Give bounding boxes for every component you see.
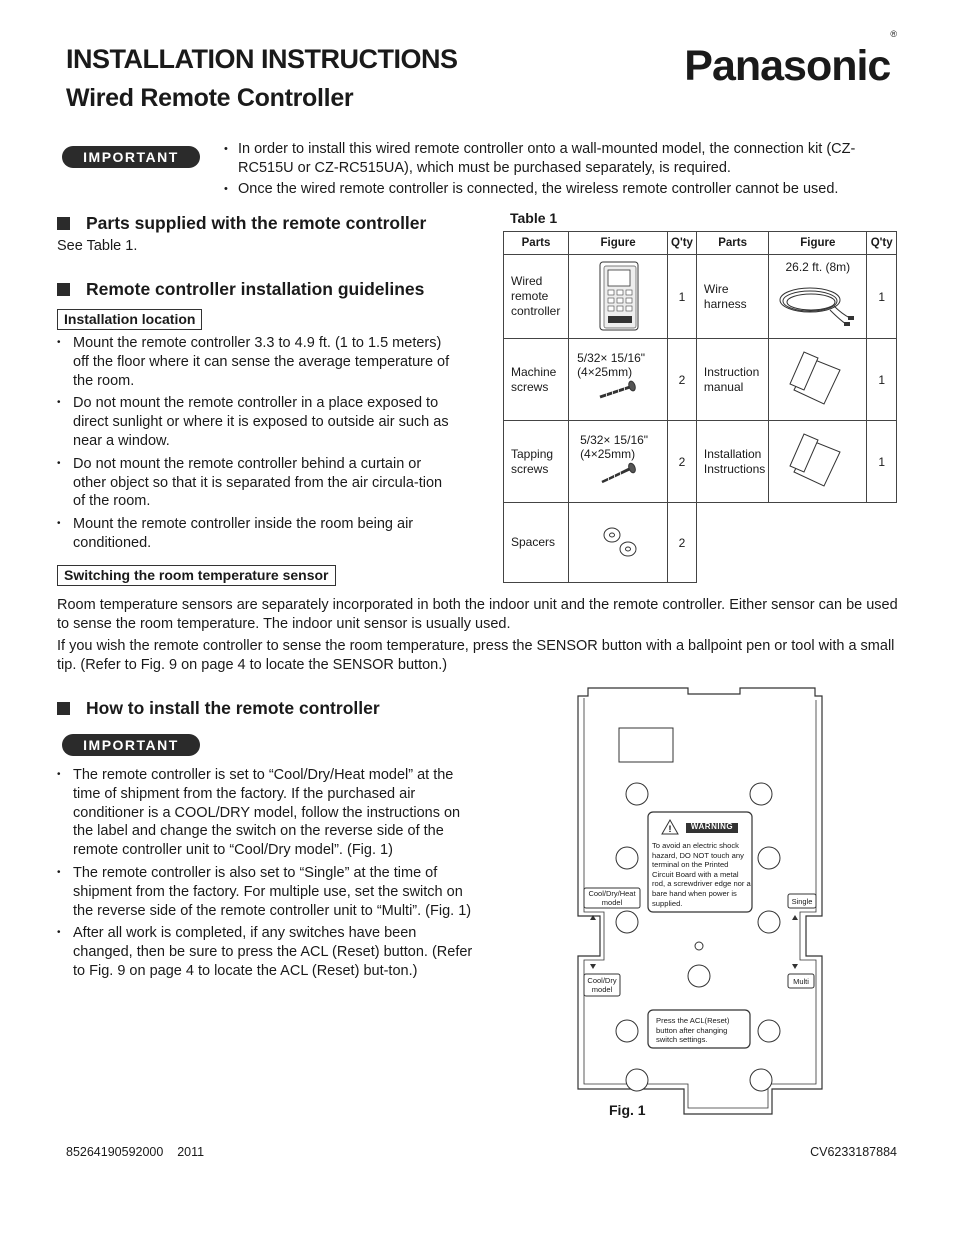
part-name: Machine screws	[504, 339, 569, 421]
important-badge: IMPORTANT	[62, 734, 200, 756]
square-bullet-icon	[57, 702, 70, 715]
col-header: Figure	[769, 232, 867, 255]
part-name: Spacers	[504, 503, 569, 583]
install-heading-text: How to install the remote controller	[86, 698, 380, 718]
parts-table	[503, 231, 897, 583]
install-list	[57, 766, 477, 985]
sensor-paragraph-2: If you wish the remote controller to sense the room temperature, press the SENSOR button with a ballpoint pen or tool with a small tip. (Refer to Fig. 9 on page 4 to locate the SENSOR button.)	[57, 638, 895, 673]
cooldry-label: Cool/Dry model	[587, 976, 617, 994]
footer-year: 2011	[177, 1145, 205, 1159]
list-item: • After all work is completed, if any switches have been changed, then be sure to press the ACL (Reset) button. (Refer to Fig. 9 on page 4 to locate the ACL (Reset) but-ton.)	[57, 924, 477, 980]
screw-icon	[570, 461, 666, 487]
remote-controller-icon	[570, 256, 666, 334]
col-header: Parts	[696, 232, 768, 255]
parts-heading-text: Parts supplied with the remote controller	[86, 213, 427, 233]
part-name: Wire harness	[696, 255, 768, 339]
part-qty: 2	[668, 421, 697, 503]
table-row	[504, 421, 897, 503]
part-name: Wired remote controller	[504, 255, 569, 339]
wire-length: 26.2 ft. (8m)	[785, 260, 851, 274]
part-qty: 1	[867, 421, 897, 503]
screw-icon	[570, 379, 666, 405]
brand-name: Panasonic	[684, 42, 891, 90]
list-item: • The remote controller is set to “Cool/Dry/Heat model” at the time of shipment from the factory. If the purchased air conditioner is a COOL/DRY model, follow the instructions on the label and change the switch on the reverse side of the remote controller unit to “Cool/Dry model”. (Fig. 1)	[57, 766, 477, 860]
page-subtitle: Wired Remote Controller	[66, 84, 354, 112]
brand-logo	[684, 28, 896, 91]
spacers-figure	[569, 503, 668, 583]
list-item: • The remote controller is also set to “Single” at the time of shipment from the factory. For multiple use, set the switch on the reverse side of the remote controller unit to “Multi”. (Fig. 1)	[57, 864, 477, 920]
footer-left	[66, 1145, 204, 1159]
list-item: • Do not mount the remote controller behind a curtain or other object so that it is separated from the air circula-tion of the room.	[57, 455, 457, 511]
table-row	[504, 503, 897, 583]
registered-mark: ®	[890, 28, 896, 39]
important-bullet-1: • In order to install this wired remote controller onto a wall-mounted model, the connection kit (CZ-RC515U or CZ-RC515UA), which must be purchased separately, is required.	[224, 140, 904, 177]
wire-harness-figure	[769, 255, 867, 339]
page-title: INSTALLATION INSTRUCTIONS	[66, 44, 458, 74]
manual-figure	[769, 339, 867, 421]
screw-size: 5/32× 15/16" (4×25mm)	[577, 351, 646, 379]
installation-location-label: Installation location	[57, 309, 202, 330]
guidelines-heading-text: Remote controller installation guidelines	[86, 279, 425, 299]
important-badge: IMPORTANT	[62, 146, 200, 168]
install-heading	[57, 698, 380, 719]
col-header: Q'ty	[867, 232, 897, 255]
col-header: Figure	[569, 232, 668, 255]
footer-right-code: CV6233187884	[810, 1145, 897, 1159]
square-bullet-icon	[57, 283, 70, 296]
part-qty: 1	[668, 255, 697, 339]
spacer-icon	[570, 511, 666, 571]
table-row	[504, 255, 897, 339]
svg-text:!: !	[668, 824, 672, 834]
screw-size: 5/32× 15/16" (4×25mm)	[580, 433, 649, 461]
table-header-row	[504, 232, 897, 255]
list-item: • Mount the remote controller 3.3 to 4.9 ft. (1 to 1.5 meters) off the floor where it can sense the average temperature of the room.	[57, 334, 457, 390]
important-bullet-2: • Once the wired remote controller is connected, the wireless remote controller cannot be used.	[224, 180, 904, 199]
warning-title: WARNING	[690, 822, 734, 831]
part-name: Installation Instructions	[696, 421, 768, 503]
list-item: • Do not mount the remote controller in a place exposed to direct sunlight or where it is exposed to outside air such as near a window.	[57, 394, 457, 450]
footer-code: 85264190592000	[66, 1145, 164, 1159]
parts-note: See Table 1.	[57, 238, 138, 254]
part-name: Instruction manual	[696, 339, 768, 421]
wire-coil-icon	[770, 274, 865, 330]
multi-label: Multi	[793, 977, 809, 986]
table-row	[504, 339, 897, 421]
square-bullet-icon	[57, 217, 70, 230]
guidelines-list	[57, 334, 457, 557]
single-label: Single	[791, 897, 813, 906]
part-qty: 2	[668, 339, 697, 421]
col-header: Q'ty	[668, 232, 697, 255]
warning-text: To avoid an electric shock hazard, DO NOT touch any terminal on the Printed Circuit Board with a metal rod, a screwdriver edge nor a bare hand when power is supplied.	[652, 841, 751, 908]
machine-screw-figure	[569, 339, 668, 421]
cooldryheat-label: Cool/Dry/Heat model	[588, 889, 636, 907]
fig1-caption: Fig. 1	[609, 1102, 646, 1118]
part-qty: 2	[668, 503, 697, 583]
tapping-screw-figure	[569, 421, 668, 503]
important-bullets	[224, 140, 904, 199]
parts-heading	[57, 213, 426, 234]
part-qty: 1	[867, 255, 897, 339]
list-item: • Mount the remote controller inside the room being air conditioned.	[57, 515, 457, 553]
table-caption: Table 1	[510, 210, 558, 226]
acl-reset-text: Press the ACL(Reset) button after changing switch settings.	[656, 1016, 730, 1044]
booklet-icon	[770, 340, 865, 416]
guidelines-heading	[57, 279, 424, 300]
sensor-paragraph-1: Room temperature sensors are separately incorporated in both the indoor unit and the remote controller. Either sensor can be used to sense the room temperature. The indoor unit sensor is usually used.	[57, 597, 898, 632]
remote-controller-figure	[569, 255, 668, 339]
sensor-label: Switching the room temperature sensor	[57, 565, 336, 586]
instructions-figure	[769, 421, 867, 503]
col-header: Parts	[504, 232, 569, 255]
empty-cell	[696, 503, 896, 583]
booklet-icon	[770, 422, 865, 498]
part-qty: 1	[867, 339, 897, 421]
part-name: Tapping screws	[504, 421, 569, 503]
